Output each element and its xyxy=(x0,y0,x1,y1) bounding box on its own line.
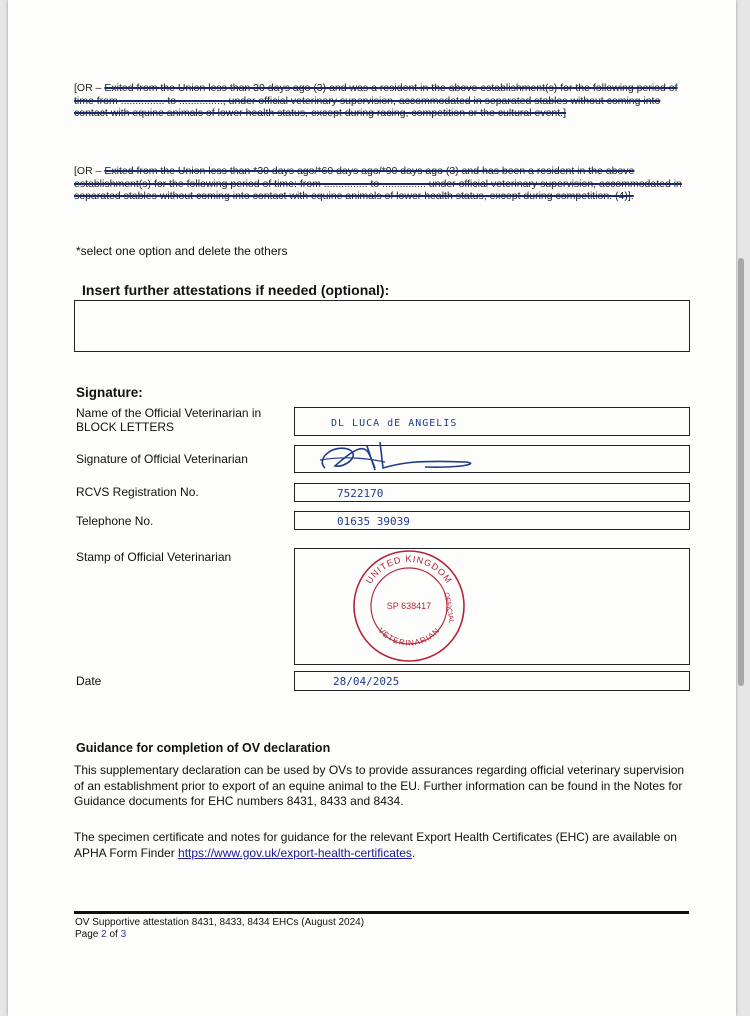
ov-name-label: Name of the Official Veterinarian in BLOCK LETTERS xyxy=(76,406,262,434)
ov-signature-field[interactable] xyxy=(294,445,690,473)
stamp-center-number: SP 638417 xyxy=(386,601,432,611)
further-attestations-heading: Insert further attestations if needed (optional): xyxy=(82,282,390,298)
date-label: Date xyxy=(76,674,102,688)
footer-doc-title: OV Supportive attestation 8431, 8433, 8434 EHCs (August 2024) xyxy=(75,917,365,928)
option-prefix: [OR – xyxy=(74,165,102,177)
select-note: *select one option and delete the others xyxy=(76,244,288,258)
guidance-text: The specimen certificate and notes for guidance for the relevant Export Health Certificates (EHC) are available on APHA Form Finder xyxy=(74,830,677,860)
guidance-heading: Guidance for completion of OV declaration xyxy=(76,741,331,755)
further-attestations-box[interactable] xyxy=(74,300,690,352)
page-prefix: Page xyxy=(75,929,102,940)
struck-text: Exited from the Union less than *30 days ago/*60 days ago/*90 days ago (3) and has been a resident in the above establishment(s) for the following period of time: from ............... to ............... under official veterinary supervision, accommodated in separated stables without coming into contact with equine animals of lower health status, except during competition. (4)]. xyxy=(74,165,682,203)
guidance-period: . xyxy=(411,845,416,860)
footer-divider xyxy=(74,911,689,914)
struck-text: Exited from the Union less than 30 days ago (3) and was a resident in the above establishment(s) for the following period of time from ............... to ..............., under official veterinary supervision, accommodated in separated stables without coming into contact with equine animals of lower health status, except during racing, competition or the cultural event.] xyxy=(74,82,678,120)
page-indicator xyxy=(75,929,364,941)
telephone-field[interactable] xyxy=(294,511,690,530)
stamp-top-text: UNITED KINGDOM xyxy=(363,554,455,586)
ov-stamp xyxy=(351,548,467,664)
rcvs-label: RCVS Registration No. xyxy=(76,485,199,499)
date-value: 28/04/2025 xyxy=(333,675,400,688)
telephone-value: 01635 39039 xyxy=(337,515,410,528)
guidance-paragraph-2 xyxy=(74,830,690,861)
ov-name-field[interactable] xyxy=(294,407,690,436)
struck-option-1 xyxy=(74,82,690,120)
guidance-paragraph-1: This supplementary declaration can be used by OVs to provide assurances regarding official veterinary supervision of an establishment prior to export of an equine animal to the EU. Further information can be found in the Notes for Guidance documents for EHC numbers 8431, 8433 and 8434. xyxy=(74,763,685,809)
telephone-label: Telephone No. xyxy=(76,514,154,528)
stamp-right-text: OFFICIAL xyxy=(442,591,455,625)
scrollbar-thumb[interactable] xyxy=(738,258,744,686)
stamp-bottom-text: VETERINARIAN xyxy=(376,625,442,648)
export-health-certificates-link[interactable]: https://www.gov.uk/export-health-certificates xyxy=(178,845,412,860)
ov-name-value: DL LUCA dE ANGELIS xyxy=(331,418,458,429)
page-total: 3 xyxy=(120,929,127,940)
date-field[interactable] xyxy=(294,671,690,691)
signature-heading: Signature: xyxy=(76,385,143,400)
footer xyxy=(75,917,364,941)
handwritten-signature xyxy=(305,438,505,478)
page-current: 2 xyxy=(101,929,107,940)
option-prefix: [OR – xyxy=(74,82,102,94)
stamp-label: Stamp of Official Veterinarian xyxy=(76,550,232,564)
page-mid: of xyxy=(106,929,121,940)
ov-signature-label: Signature of Official Veterinarian xyxy=(76,452,248,466)
rcvs-field[interactable] xyxy=(294,483,690,502)
struck-option-2 xyxy=(74,165,690,203)
rcvs-value: 7522170 xyxy=(337,487,384,500)
document-page xyxy=(8,0,736,1016)
